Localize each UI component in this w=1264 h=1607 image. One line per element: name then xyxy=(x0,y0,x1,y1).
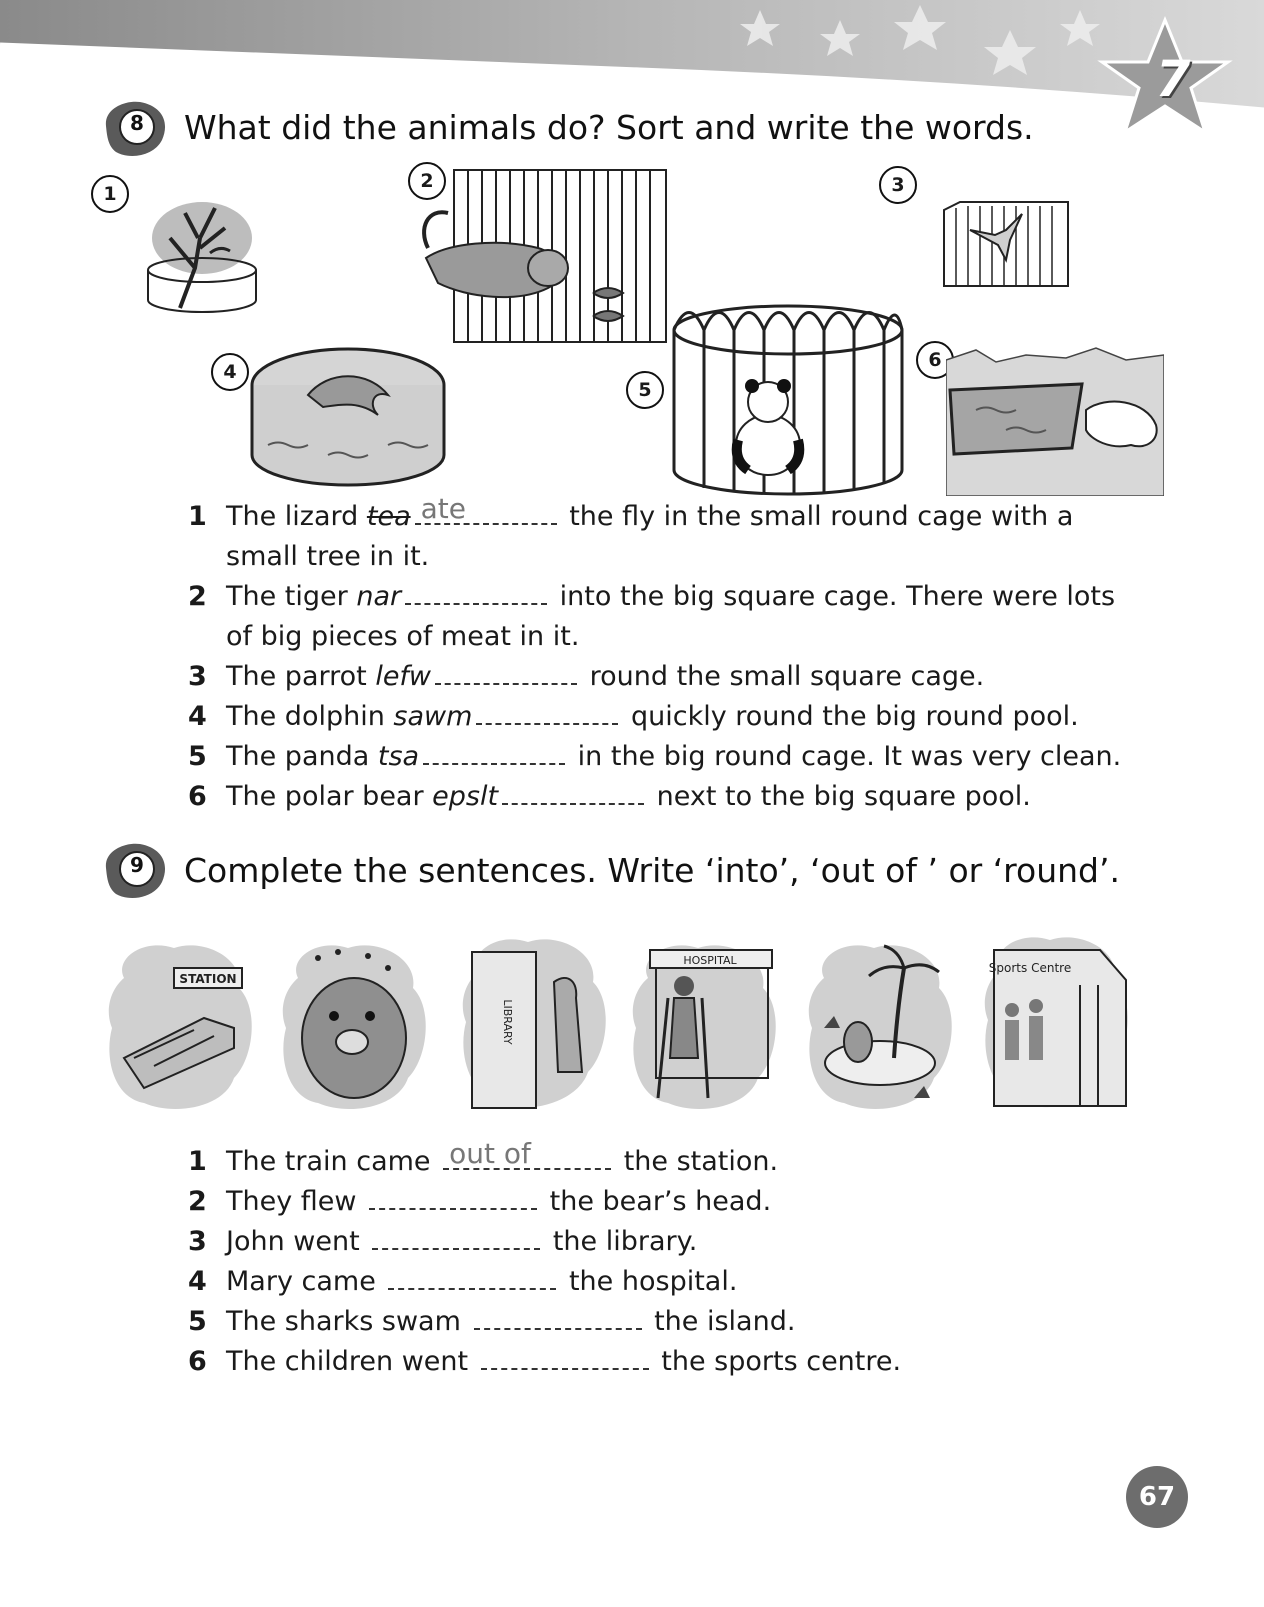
exercise-8-sentence-5 xyxy=(188,737,1148,777)
sentence-number: 6 xyxy=(188,1346,207,1377)
sentence-number: 2 xyxy=(188,1186,207,1217)
scrambled-word: epslt xyxy=(432,781,499,812)
exercise-9-number: 9 xyxy=(130,853,144,877)
answer-blank[interactable] xyxy=(476,697,618,725)
bear-with-bees-illustration xyxy=(278,938,430,1116)
hospital-illustration xyxy=(628,938,780,1116)
lizard-cage-illustration xyxy=(140,198,270,320)
answer-blank[interactable] xyxy=(481,1342,649,1370)
answer-blank[interactable] xyxy=(435,657,577,685)
sentence-number: 5 xyxy=(188,741,207,772)
answer-text: out of xyxy=(449,1137,531,1170)
exercise-9-sentence-4 xyxy=(188,1262,1148,1302)
sentence-number: 3 xyxy=(188,661,207,692)
exercise-9-sentence-1 xyxy=(188,1137,1148,1182)
sentence-text-before: The lizard xyxy=(226,501,367,532)
sentence-text-before: The tiger xyxy=(226,581,357,612)
picture-number-4: 4 xyxy=(211,353,249,391)
sentence-number: 3 xyxy=(188,1226,207,1257)
answer-blank[interactable] xyxy=(372,1222,540,1250)
exercise-8-sentence-4 xyxy=(188,697,1148,737)
sentence-text-after: quickly round the big round pool. xyxy=(622,701,1079,732)
sentence-text-after: the hospital. xyxy=(560,1266,738,1297)
library-illustration xyxy=(458,932,610,1116)
answer-text: ate xyxy=(420,492,466,525)
sentence-text-before: The panda xyxy=(226,741,378,772)
sentence-text-before: The dolphin xyxy=(226,701,394,732)
answer-blank[interactable] xyxy=(388,1262,556,1290)
scrambled-word: sawm xyxy=(393,701,473,732)
sentence-number: 6 xyxy=(188,781,207,812)
sentence-text-after: round the small square cage. xyxy=(581,661,985,692)
page-number: 67 xyxy=(1126,1466,1188,1528)
dolphin-pool-illustration xyxy=(248,345,448,489)
sentence-text-after: the island. xyxy=(645,1306,796,1337)
sentence-text-before: The polar bear xyxy=(226,781,433,812)
sentence-number: 1 xyxy=(188,501,207,532)
sentence-number: 1 xyxy=(188,1146,207,1177)
sentence-number: 4 xyxy=(188,701,207,732)
sports-centre-illustration xyxy=(980,930,1132,1116)
sentence-text-before: The children went xyxy=(226,1346,477,1377)
sentence-number: 4 xyxy=(188,1266,207,1297)
sentence-number: 5 xyxy=(188,1306,207,1337)
sentence-number: 2 xyxy=(188,581,207,612)
picture-number-6: 6 xyxy=(916,341,954,379)
exercise-8-sentence-3 xyxy=(188,657,1148,697)
exercise-8-title: What did the animals do? Sort and write the words. xyxy=(184,108,1034,147)
sentence-text-after: in the big round cage. It was very clean. xyxy=(569,741,1122,772)
station-sign-label: STATION xyxy=(179,972,237,986)
exercise-9-sentence-6 xyxy=(188,1342,1148,1382)
scrambled-word: tea xyxy=(366,501,411,532)
exercise-8-sentence-1 xyxy=(188,492,1148,577)
tiger-cage-illustration xyxy=(408,168,670,346)
scrambled-word: tsa xyxy=(377,741,420,772)
island-sharks-illustration xyxy=(804,938,956,1116)
train-station-illustration xyxy=(104,938,256,1116)
scrambled-word: nar xyxy=(356,581,402,612)
sentence-text-before: John went xyxy=(226,1226,369,1257)
polar-bear-pool-illustration xyxy=(946,340,1164,496)
exercise-9-title: Complete the sentences. Write ‘into’, ‘out of ’ or ‘round’. xyxy=(184,851,1120,890)
panda-cage-illustration xyxy=(668,290,908,496)
exercise-9-sentences xyxy=(188,1137,1148,1382)
hospital-sign-label: HOSPITAL xyxy=(683,954,737,967)
sentence-text-after: the bear’s head. xyxy=(541,1186,772,1217)
sentence-text-before: The parrot xyxy=(226,661,376,692)
exercise-9-sentence-5 xyxy=(188,1302,1148,1342)
answer-blank[interactable] xyxy=(474,1302,642,1330)
picture-number-2: 2 xyxy=(408,162,446,200)
sentence-text-after: the fly in the small round cage with a small tree in it. xyxy=(226,501,1074,572)
answer-blank[interactable] xyxy=(369,1182,537,1210)
answer-blank[interactable] xyxy=(415,492,557,525)
answer-blank[interactable] xyxy=(405,577,547,605)
answer-blank[interactable] xyxy=(423,737,565,765)
exercise-9-sentence-3 xyxy=(188,1222,1148,1262)
picture-number-1: 1 xyxy=(91,175,129,213)
exercise-8-sentence-2 xyxy=(188,577,1148,657)
exercise-8-badge xyxy=(100,96,172,162)
sentence-text-after: next to the big square pool. xyxy=(648,781,1031,812)
sentence-text-after: the library. xyxy=(544,1226,698,1257)
scrambled-word: lefw xyxy=(375,661,432,692)
sentence-text-after: into the big square cage. There were lots of big pieces of meat in it. xyxy=(226,581,1116,652)
exercise-9-sentence-2 xyxy=(188,1182,1148,1222)
sports-centre-sign-label: Sports Centre xyxy=(988,961,1072,975)
answer-blank[interactable] xyxy=(502,777,644,805)
sentence-text-after: the sports centre. xyxy=(652,1346,902,1377)
exercise-8-sentence-6 xyxy=(188,777,1148,817)
sentence-text-after: the station. xyxy=(615,1146,779,1177)
library-sign-label: LIBRARY xyxy=(501,999,514,1045)
exercise-8-sentences xyxy=(188,492,1148,817)
parrot-cage-illustration xyxy=(940,200,1072,290)
exercise-9-badge xyxy=(100,838,172,904)
sentence-text-before: They flew xyxy=(226,1186,366,1217)
exercise-8-number: 8 xyxy=(130,111,144,135)
answer-blank[interactable] xyxy=(443,1137,611,1170)
picture-number-5: 5 xyxy=(626,371,664,409)
picture-number-3: 3 xyxy=(879,166,917,204)
unit-number: 7 xyxy=(1155,50,1191,108)
sentence-text-before: Mary came xyxy=(226,1266,385,1297)
sentence-text-before: The train came xyxy=(226,1146,440,1177)
sentence-text-before: The sharks swam xyxy=(226,1306,470,1337)
